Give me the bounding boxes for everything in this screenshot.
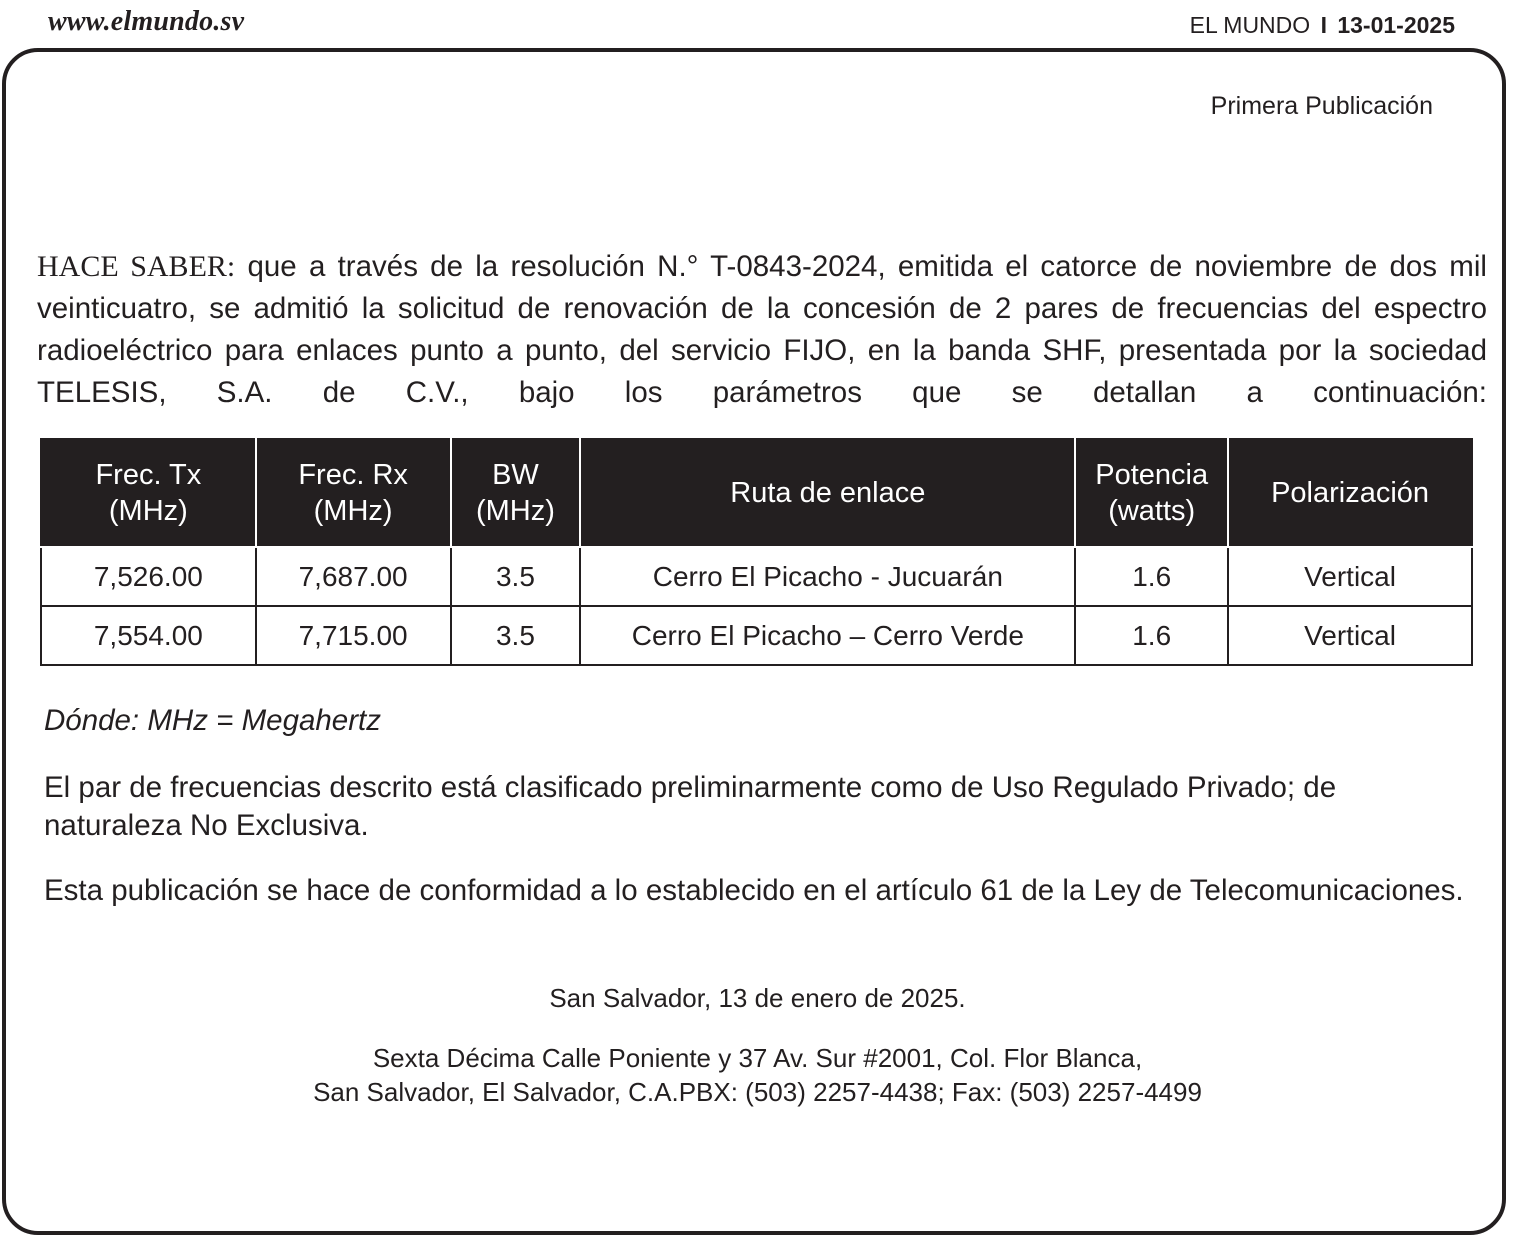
definition-text: MHz = Megahertz <box>139 704 381 737</box>
cell-freq-rx: 7,687.00 <box>256 547 451 606</box>
address-line-2: San Salvador, El Salvador, C.A.PBX: (503) 2257-4438; Fax: (503) 2257-4499 <box>313 1077 1202 1107</box>
table-row <box>41 606 1472 665</box>
definition-note <box>44 702 1470 740</box>
cell-bandwidth: 3.5 <box>451 606 581 665</box>
intro-text: que a través de la resolución N.° T-0843-2024, emitida el catorce de noviembre de dos mil veinticuatro, se admitió la solicitud de renovación de la concesión de 2 pares de frecuencias del espectro radioeléctrico para enlaces punto a punto, del servicio FIJO, en la banda SHF, presentada por la sociedad TELESIS, S.A. de C.V., bajo los parámetros que se detallan a continuación: <box>37 250 1487 409</box>
intro-lead: HACE SABER: <box>37 250 236 283</box>
intro-paragraph <box>37 246 1487 414</box>
table-header-row <box>41 439 1472 547</box>
classification-paragraph: El par de frecuencias descrito está clasificado preliminarmente como de Uso Regulado Privado; de naturaleza No Exclusiva. <box>44 771 1337 842</box>
cell-power: 1.6 <box>1075 547 1228 606</box>
cell-route: Cerro El Picacho – Cerro Verde <box>580 606 1075 665</box>
newspaper-header <box>1190 12 1455 39</box>
cell-polarization: Vertical <box>1228 606 1472 665</box>
newspaper-name: EL MUNDO <box>1189 12 1311 38</box>
header-bandwidth: BW (MHz) <box>451 439 581 547</box>
header-route: Ruta de enlace <box>580 439 1075 547</box>
city-date: San Salvador, 13 de enero de 2025. <box>549 983 966 1013</box>
header-freq-rx: Frec. Rx (MHz) <box>256 439 451 547</box>
publication-date: 13-01-2025 <box>1337 12 1455 38</box>
publication-label: Primera Publicación <box>1210 92 1433 120</box>
cell-freq-tx: 7,554.00 <box>41 606 256 665</box>
header-power: Potencia (watts) <box>1075 439 1228 547</box>
cell-freq-tx: 7,526.00 <box>41 547 256 606</box>
header-separator: I <box>1320 12 1327 38</box>
cell-polarization: Vertical <box>1228 547 1472 606</box>
header-freq-tx: Frec. Tx (MHz) <box>41 439 256 547</box>
frequency-table <box>40 438 1473 666</box>
legal-basis-paragraph: Esta publicación se hace de conformidad a lo establecido en el artículo 61 de la Ley de Telecomunicaciones. <box>44 874 1464 907</box>
header-polarization: Polarización <box>1228 439 1472 547</box>
site-url: www.elmundo.sv <box>48 6 245 37</box>
address-line-1: Sexta Décima Calle Poniente y 37 Av. Sur #2001, Col. Flor Blanca, <box>372 1043 1143 1073</box>
cell-power: 1.6 <box>1075 606 1228 665</box>
definition-label: Dónde: <box>44 704 140 737</box>
cell-bandwidth: 3.5 <box>451 547 581 606</box>
table-row <box>41 547 1472 606</box>
cell-route: Cerro El Picacho - Jucuarán <box>580 547 1075 606</box>
cell-freq-rx: 7,715.00 <box>256 606 451 665</box>
